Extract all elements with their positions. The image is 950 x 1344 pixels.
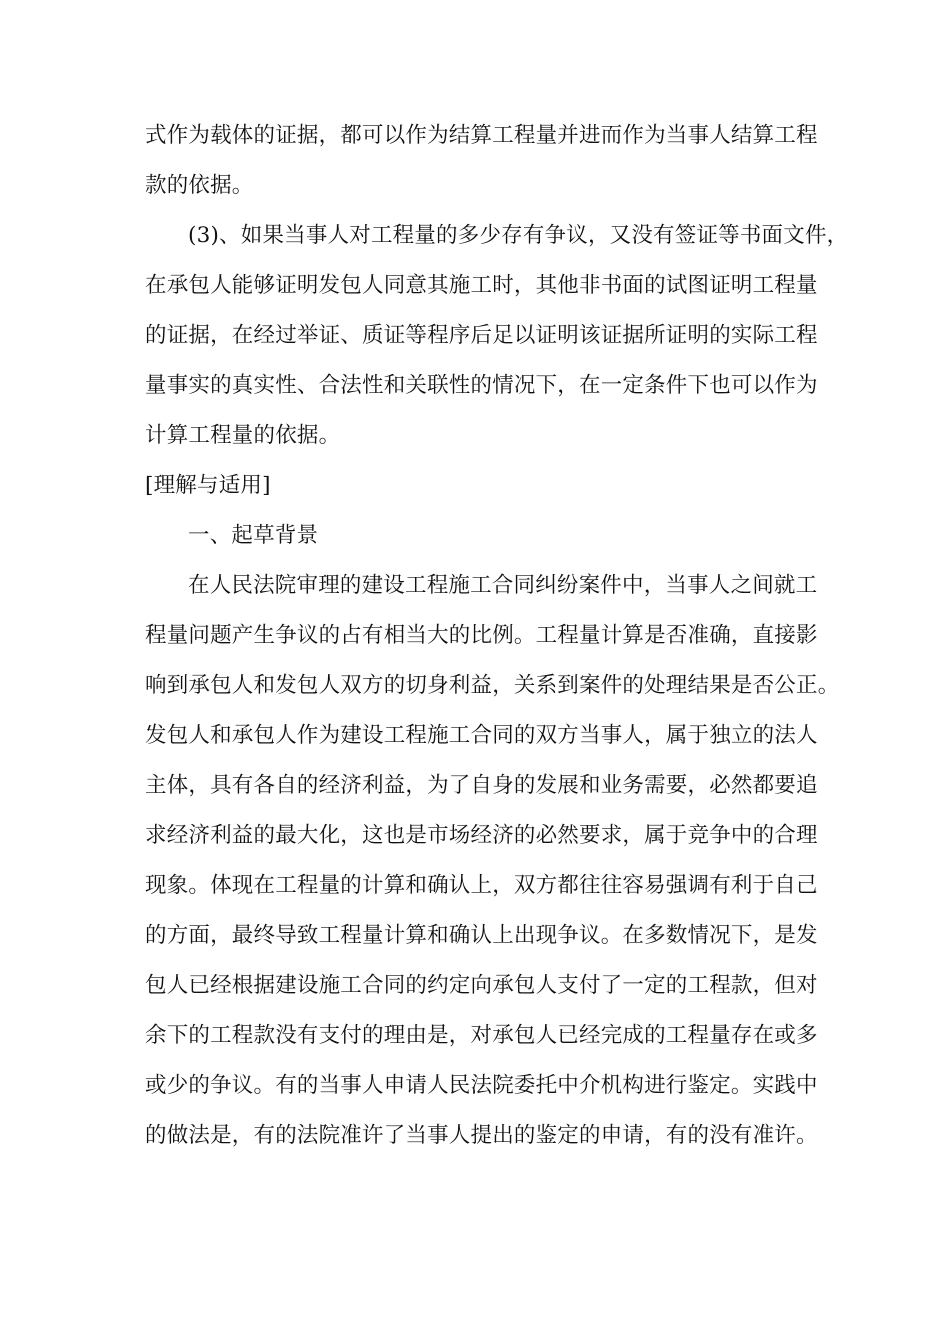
text-line: 现象。体现在工程量的计算和确认上，双方都往往容易强调有利于自己 (145, 873, 818, 898)
text-line: 款的依据。 (145, 173, 254, 198)
text-line: 在承包人能够证明发包人同意其施工时，其他非书面的试图证明工程量 (145, 273, 818, 298)
text-line: 的方面，最终导致工程量计算和确认上出现争议。在多数情况下，是发 (145, 923, 818, 948)
text-line: 求经济利益的最大化，这也是市场经济的必然要求，属于竞争中的合理 (145, 823, 818, 848)
section-heading: [理解与适用] (145, 473, 271, 498)
text-line: 主体，具有各自的经济利益，为了自身的发展和业务需要，必然都要追 (145, 773, 818, 798)
text-line: 量事实的真实性、合法性和关联性的情况下，在一定条件下也可以作为 (145, 373, 818, 398)
text-line: 响到承包人和发包人双方的切身利益，关系到案件的处理结果是否公正。 (145, 673, 840, 698)
text-line: 式作为载体的证据，都可以作为结算工程量并进而作为当事人结算工程 (145, 123, 818, 148)
text-line: 程量问题产生争议的占有相当大的比例。工程量计算是否准确，直接影 (145, 623, 818, 648)
text-line: 或少的争议。有的当事人申请人民法院委托中介机构进行鉴定。实践中 (145, 1073, 818, 1098)
text-line: 余下的工程款没有支付的理由是，对承包人已经完成的工程量存在或多 (145, 1023, 818, 1048)
text-line: 计算工程量的依据。 (145, 423, 341, 448)
text-line: 发包人和承包人作为建设工程施工合同的双方当事人，属于独立的法人 (145, 723, 818, 748)
text-line: 的做法是，有的法院准许了当事人提出的鉴定的申请，有的没有准许。 (145, 1123, 818, 1148)
text-line: 在人民法院审理的建设工程施工合同纠纷案件中，当事人之间就工 (188, 573, 818, 598)
text-line: 包人已经根据建设施工合同的约定向承包人支付了一定的工程款，但对 (145, 973, 818, 998)
text-line: (3)、如果当事人对工程量的多少存有争议，又没有签证等书面文件， (188, 223, 849, 248)
text-line: 的证据，在经过举证、质证等程序后足以证明该证据所证明的实际工程 (145, 323, 818, 348)
subsection-heading: 一、起草背景 (188, 523, 319, 548)
